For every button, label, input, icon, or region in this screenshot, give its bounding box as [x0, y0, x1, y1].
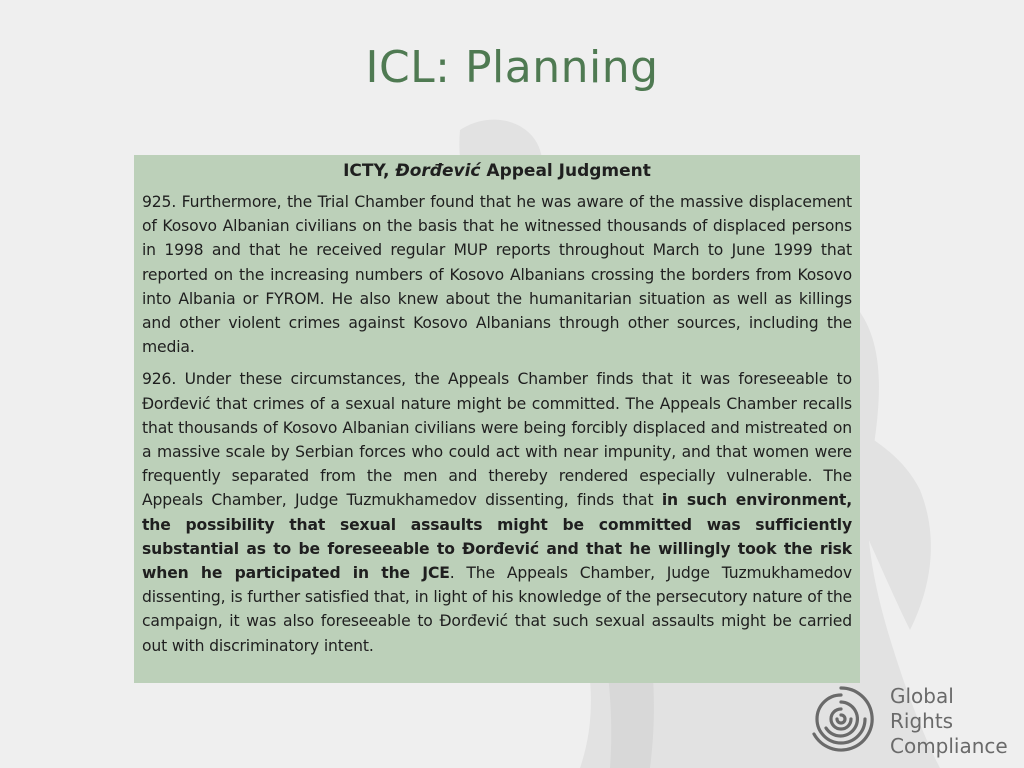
global-rights-compliance-logo	[806, 682, 1016, 762]
quote-heading	[142, 161, 852, 181]
paragraph-926-end: . The Appeals Chamber, Judge Tuzmukhamedov dissenting, is further satisfied that, in light of his knowledge of the persecutory nature of the campaign, it was also foreseeable to Đorđević that such sexual assaults might be carried out with discriminatory intent.	[142, 564, 852, 655]
logo-word-global: Global	[890, 684, 954, 708]
logo-word-compliance: Compliance	[890, 734, 1008, 758]
paragraph-926-start: 926. Under these circumstances, the Appeals Chamber finds that it was foreseeable to Đorđević that crimes of a sexual nature might be committed. The Appeals Chamber recalls that thousands of Kosovo Albanian civilians were being forcibly displaced and mistreated on a massive scale by Serbian forces who could act with near impunity, and that women were frequently separated from the men and thereby rendered especially vulnerable. The Appeals Chamber, Judge Tuzmukhamedov dissenting, finds that	[142, 370, 852, 510]
quote-heading-prefix: ICTY,	[343, 161, 396, 181]
quote-heading-suffix: Appeal Judgment	[480, 161, 651, 181]
logo-wordmark	[890, 684, 1008, 759]
paragraph-926-emphasis: in such environment, the possibility that sexual assaults might be committed was sufficiently substantial as to be foreseeable to Đorđević and that he willingly took the risk when he participated in the JCE	[142, 491, 852, 583]
logo-word-rights: Rights	[890, 709, 954, 733]
slide-title: ICL: Planning	[365, 42, 659, 93]
paragraph-925: 925. Furthermore, the Trial Chamber found that he was aware of the massive displacement of Kosovo Albanian civilians on the basis that he witnessed thousands of displaced persons in 1998 and that he received regular MUP reports throughout March to June 1999 that reported on the increasing numbers of Kosovo Albanians crossing the borders from Kosovo into Albania or FYROM. He also knew about the humanitarian situation as well as killings and other violent crimes against Kosovo Albanians through other sources, including the media.	[142, 193, 852, 357]
judgment-quote-box	[134, 155, 860, 683]
paragraph-926	[142, 367, 852, 657]
concentric-circles-logo-icon	[806, 684, 876, 754]
quote-heading-name: Đorđević	[395, 161, 481, 181]
